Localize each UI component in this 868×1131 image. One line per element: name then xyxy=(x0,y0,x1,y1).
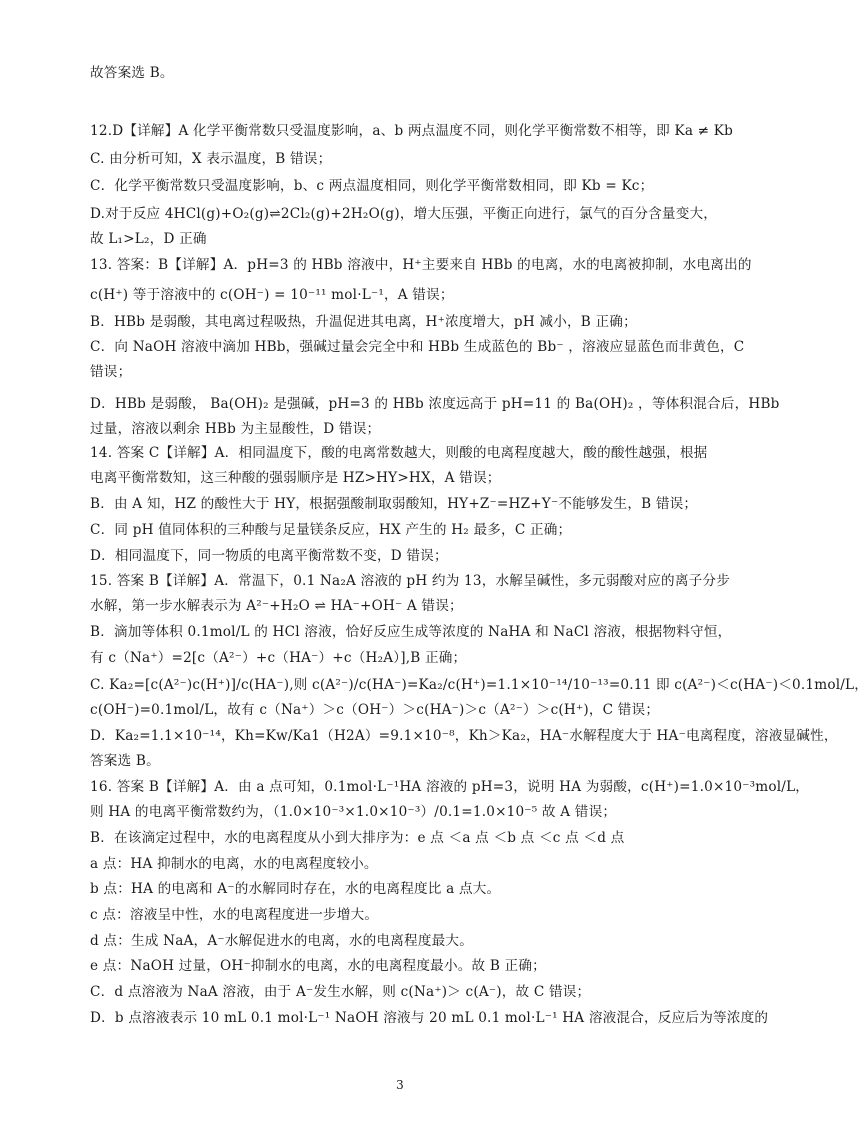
text-line: e 点：NaOH 过量，OH⁻抑制水的电离，水的电离程度最小。故 B 正确； xyxy=(90,958,546,974)
text-line: D．相同温度下，同一物质的电离平衡常数不变，D 错误； xyxy=(90,548,448,564)
text-line: 14. 答案 C【详解】A．相同温度下，酸的电离常数越大，则酸的电离程度越大，酸的酸性越强，根据 xyxy=(90,445,708,461)
text-line: 过量，溶液以剩余 HBb 为主显酸性，D 错误； xyxy=(90,421,381,437)
text-line: 故答案选 B。 xyxy=(90,65,174,81)
text-line: 水解，第一步水解表示为 A²⁻+H₂O ⇌ HA⁻+OH⁻ A 错误； xyxy=(90,598,463,614)
text-line: c 点：溶液呈中性，水的电离程度进一步增大。 xyxy=(90,907,379,923)
text-line: C. Ka₂=[c(A²⁻)c(H⁺)]/c(HA⁻),则 c(A²⁻)/c(HA⁻)=Ka₂/c(H⁺)=1.1×10⁻¹⁴/10⁻¹³=0.11 即 c(A²⁻)＜c(HA⁻)＜0.1mol/L， xyxy=(90,677,868,693)
text-line: C．向 NaOH 溶液中滴加 HBb，强碱过量会完全中和 HBb 生成蓝色的 Bb⁻ ，溶液应显蓝色而非黄色，C xyxy=(90,339,745,355)
text-line: C. 由分析可知，X 表示温度，B 错误； xyxy=(90,151,332,167)
text-line: 有 c（Na⁺）=2[c（A²⁻）+c（HA⁻）+c（H₂A）],B 正确； xyxy=(90,650,467,666)
text-line: 故 L₁>L₂，D 正确 xyxy=(90,231,207,247)
text-line: d 点：生成 NaA，A⁻水解促进水的电离，水的电离程度最大。 xyxy=(90,933,474,949)
text-line: D．Ka₂=1.1×10⁻¹⁴，Kh=Kw/Ka1（H2A）=9.1×10⁻⁸，Kh＞Ka₂，HA⁻水解程度大于 HA⁻电离程度，溶液显碱性， xyxy=(90,728,838,744)
text-line: D.对于反应 4HCl(g)+O₂(g)⇌2Cl₂(g)+2H₂O(g)，增大压强，平衡正向进行，氯气的百分含量变大， xyxy=(90,206,718,222)
text-line: B．滴加等体积 0.1mol/L 的 HCl 溶液，恰好反应生成等浓度的 NaHA 和 NaCl 溶液，根据物料守恒， xyxy=(90,624,732,640)
text-line: B．在该滴定过程中，水的电离程度从小到大排序为：e 点 ＜a 点 ＜b 点 ＜c 点 ＜d 点 xyxy=(90,830,625,846)
text-line: 则 HA 的电离平衡常数约为，（1.0×10⁻³×1.0×10⁻³）/0.1=1.0×10⁻⁵ 故 A 错误； xyxy=(90,804,617,820)
text-line: c(OH⁻)=0.1mol/L，故有 c（Na⁺）＞c（OH⁻）＞c(HA⁻)＞c（A²⁻）＞c(H⁺)，C 错误； xyxy=(90,702,660,718)
text-line: 错误； xyxy=(90,364,132,380)
text-line: a 点：HA 抑制水的电离，水的电离程度较小。 xyxy=(90,856,378,872)
text-line: D．HBb 是弱酸， Ba(OH)₂ 是强碱，pH=3 的 HBb 浓度远高于 pH=11 的 Ba(OH)₂ ，等体积混合后，HBb xyxy=(90,396,780,412)
text-line: C．化学平衡常数只受温度影响，b、c 两点温度相同，则化学平衡常数相同，即 Kb = Kc； xyxy=(90,178,654,194)
text-line: B．HBb 是弱酸，其电离过程吸热，升温促进其电离，H⁺浓度增大，pH 减小，B 正确； xyxy=(90,314,637,330)
text-line: b 点：HA 的电离和 A⁻的水解同时存在，水的电离程度比 a 点大。 xyxy=(90,881,501,897)
text-line: 电离平衡常数知，这三种酸的强弱顺序是 HZ>HY>HX，A 错误； xyxy=(90,470,501,486)
text-line: 13. 答案：B【详解】A．pH=3 的 HBb 溶液中，H⁺主要来自 HBb 的电离，水的电离被抑制，水电离出的 xyxy=(90,257,752,273)
text-line: 答案选 B。 xyxy=(90,753,160,769)
text-line: 12.D【详解】A 化学平衡常数只受温度影响，a、b 两点温度不同，则化学平衡常数不相等，即 Ka ≠ Kb xyxy=(90,123,734,139)
text-line: 16. 答案 B【详解】A．由 a 点可知，0.1mol·L⁻¹HA 溶液的 pH=3，说明 HA 为弱酸，c(H⁺)=1.0×10⁻³mol/L， xyxy=(90,779,810,795)
page-number: 3 xyxy=(396,1078,404,1092)
text-line: C．d 点溶液为 NaA 溶液，由于 A⁻发生水解，则 c(Na⁺)＞ c(A⁻)，故 C 错误； xyxy=(90,984,591,1000)
text-line: c(H⁺) 等于溶液中的 c(OH⁻) = 10⁻¹¹ mol·L⁻¹，A 错误； xyxy=(90,287,454,303)
text-line: D．b 点溶液表示 10 mL 0.1 mol·L⁻¹ NaOH 溶液与 20 mL 0.1 mol·L⁻¹ HA 溶液混合，反应后为等浓度的 xyxy=(90,1010,769,1026)
text-line: C．同 pH 值同体积的三种酸与足量镁条反应，HX 产生的 H₂ 最多，C 正确； xyxy=(90,522,572,538)
text-line: B．由 A 知，HZ 的酸性大于 HY，根据强酸制取弱酸知，HY+Z⁻=HZ+Y⁻不能够发生，B 错误； xyxy=(90,496,698,512)
text-line: 15. 答案 B【详解】A．常温下，0.1 Na₂A 溶液的 pH 约为 13，水解呈碱性，多元弱酸对应的离子分步 xyxy=(90,573,730,589)
